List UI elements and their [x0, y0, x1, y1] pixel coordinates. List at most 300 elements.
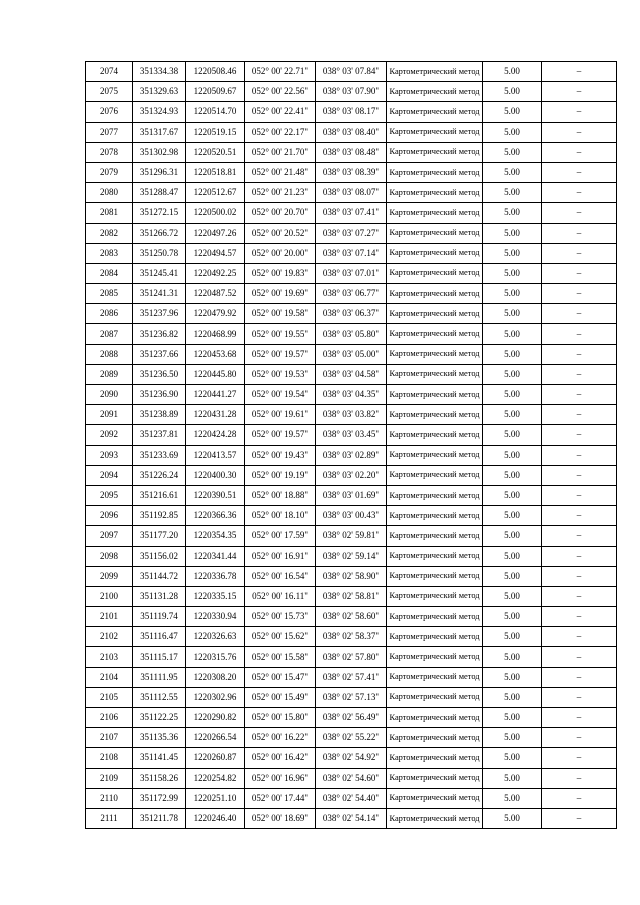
description-cell: – [542, 607, 617, 627]
y-coordinate-cell: 1220500.02 [186, 203, 245, 223]
y-coordinate-cell: 1220302.96 [186, 687, 245, 707]
latitude-cell: 052° 00' 19.61" [245, 405, 316, 425]
method-cell: Картометрический метод [387, 405, 483, 425]
accuracy-cell: 5.00 [483, 728, 542, 748]
accuracy-cell: 5.00 [483, 162, 542, 182]
accuracy-cell: 5.00 [483, 546, 542, 566]
longitude-cell: 038° 03' 07.01" [316, 263, 387, 283]
x-coordinate-cell: 351192.85 [133, 506, 186, 526]
point-number-cell: 2082 [86, 223, 133, 243]
description-cell: – [542, 708, 617, 728]
description-cell: – [542, 728, 617, 748]
method-cell: Картометрический метод [387, 506, 483, 526]
y-coordinate-cell: 1220424.28 [186, 425, 245, 445]
description-cell: – [542, 405, 617, 425]
table-row [86, 687, 617, 707]
latitude-cell: 052° 00' 19.58" [245, 304, 316, 324]
x-coordinate-cell: 351288.47 [133, 183, 186, 203]
x-coordinate-cell: 351236.82 [133, 324, 186, 344]
point-number-cell: 2075 [86, 82, 133, 102]
point-number-cell: 2108 [86, 748, 133, 768]
accuracy-cell: 5.00 [483, 708, 542, 728]
point-number-cell: 2081 [86, 203, 133, 223]
point-number-cell: 2086 [86, 304, 133, 324]
description-cell: – [542, 687, 617, 707]
x-coordinate-cell: 351236.50 [133, 364, 186, 384]
longitude-cell: 038° 03' 03.82" [316, 405, 387, 425]
x-coordinate-cell: 351266.72 [133, 223, 186, 243]
accuracy-cell: 5.00 [483, 485, 542, 505]
latitude-cell: 052° 00' 15.47" [245, 667, 316, 687]
point-number-cell: 2103 [86, 647, 133, 667]
x-coordinate-cell: 351245.41 [133, 263, 186, 283]
description-cell: – [542, 304, 617, 324]
longitude-cell: 038° 02' 57.13" [316, 687, 387, 707]
longitude-cell: 038° 03' 07.84" [316, 62, 387, 82]
point-number-cell: 2098 [86, 546, 133, 566]
y-coordinate-cell: 1220254.82 [186, 768, 245, 788]
point-number-cell: 2096 [86, 506, 133, 526]
y-coordinate-cell: 1220260.87 [186, 748, 245, 768]
point-number-cell: 2104 [86, 667, 133, 687]
x-coordinate-cell: 351119.74 [133, 607, 186, 627]
longitude-cell: 038° 03' 08.07" [316, 183, 387, 203]
method-cell: Картометрический метод [387, 445, 483, 465]
x-coordinate-cell: 351115.17 [133, 647, 186, 667]
y-coordinate-cell: 1220514.70 [186, 102, 245, 122]
description-cell: – [542, 768, 617, 788]
longitude-cell: 038° 02' 54.60" [316, 768, 387, 788]
accuracy-cell: 5.00 [483, 364, 542, 384]
latitude-cell: 052° 00' 16.11" [245, 586, 316, 606]
latitude-cell: 052° 00' 16.22" [245, 728, 316, 748]
y-coordinate-cell: 1220290.82 [186, 708, 245, 728]
longitude-cell: 038° 03' 07.27" [316, 223, 387, 243]
method-cell: Картометрический метод [387, 142, 483, 162]
description-cell: – [542, 223, 617, 243]
x-coordinate-cell: 351177.20 [133, 526, 186, 546]
point-number-cell: 2102 [86, 627, 133, 647]
table-row [86, 708, 617, 728]
y-coordinate-cell: 1220336.78 [186, 566, 245, 586]
latitude-cell: 052° 00' 16.54" [245, 566, 316, 586]
longitude-cell: 038° 02' 54.40" [316, 788, 387, 808]
description-cell: – [542, 647, 617, 667]
longitude-cell: 038° 02' 56.49" [316, 708, 387, 728]
description-cell: – [542, 788, 617, 808]
point-number-cell: 2100 [86, 586, 133, 606]
y-coordinate-cell: 1220487.52 [186, 284, 245, 304]
x-coordinate-cell: 351237.96 [133, 304, 186, 324]
point-number-cell: 2084 [86, 263, 133, 283]
method-cell: Картометрический метод [387, 546, 483, 566]
longitude-cell: 038° 02' 54.92" [316, 748, 387, 768]
table-body [86, 62, 617, 829]
point-number-cell: 2080 [86, 183, 133, 203]
y-coordinate-cell: 1220519.15 [186, 122, 245, 142]
description-cell: – [542, 445, 617, 465]
accuracy-cell: 5.00 [483, 526, 542, 546]
y-coordinate-cell: 1220335.15 [186, 586, 245, 606]
method-cell: Картометрический метод [387, 324, 483, 344]
latitude-cell: 052° 00' 17.44" [245, 788, 316, 808]
accuracy-cell: 5.00 [483, 344, 542, 364]
description-cell: – [542, 748, 617, 768]
method-cell: Картометрический метод [387, 304, 483, 324]
y-coordinate-cell: 1220246.40 [186, 808, 245, 828]
method-cell: Картометрический метод [387, 203, 483, 223]
accuracy-cell: 5.00 [483, 768, 542, 788]
method-cell: Картометрический метод [387, 485, 483, 505]
method-cell: Картометрический метод [387, 808, 483, 828]
method-cell: Картометрический метод [387, 586, 483, 606]
latitude-cell: 052° 00' 20.52" [245, 223, 316, 243]
description-cell: – [542, 485, 617, 505]
latitude-cell: 052° 00' 15.62" [245, 627, 316, 647]
description-cell: – [542, 203, 617, 223]
point-number-cell: 2110 [86, 788, 133, 808]
longitude-cell: 038° 03' 06.37" [316, 304, 387, 324]
y-coordinate-cell: 1220326.63 [186, 627, 245, 647]
longitude-cell: 038° 03' 03.45" [316, 425, 387, 445]
method-cell: Картометрический метод [387, 122, 483, 142]
table-row [86, 667, 617, 687]
description-cell: – [542, 82, 617, 102]
description-cell: – [542, 425, 617, 445]
latitude-cell: 052° 00' 21.48" [245, 162, 316, 182]
table-row [86, 243, 617, 263]
accuracy-cell: 5.00 [483, 808, 542, 828]
method-cell: Картометрический метод [387, 82, 483, 102]
y-coordinate-cell: 1220431.28 [186, 405, 245, 425]
method-cell: Картометрический метод [387, 526, 483, 546]
point-number-cell: 2074 [86, 62, 133, 82]
method-cell: Картометрический метод [387, 647, 483, 667]
accuracy-cell: 5.00 [483, 586, 542, 606]
longitude-cell: 038° 03' 07.14" [316, 243, 387, 263]
latitude-cell: 052° 00' 21.23" [245, 183, 316, 203]
point-number-cell: 2085 [86, 284, 133, 304]
y-coordinate-cell: 1220400.30 [186, 465, 245, 485]
accuracy-cell: 5.00 [483, 203, 542, 223]
table-row [86, 344, 617, 364]
description-cell: – [542, 667, 617, 687]
accuracy-cell: 5.00 [483, 425, 542, 445]
point-number-cell: 2089 [86, 364, 133, 384]
table-row [86, 324, 617, 344]
y-coordinate-cell: 1220341.44 [186, 546, 245, 566]
accuracy-cell: 5.00 [483, 82, 542, 102]
method-cell: Картометрический метод [387, 708, 483, 728]
method-cell: Картометрический метод [387, 788, 483, 808]
accuracy-cell: 5.00 [483, 223, 542, 243]
y-coordinate-cell: 1220509.67 [186, 82, 245, 102]
x-coordinate-cell: 351236.90 [133, 385, 186, 405]
longitude-cell: 038° 03' 04.58" [316, 364, 387, 384]
x-coordinate-cell: 351135.36 [133, 728, 186, 748]
latitude-cell: 052° 00' 19.57" [245, 425, 316, 445]
x-coordinate-cell: 351324.93 [133, 102, 186, 122]
longitude-cell: 038° 03' 07.90" [316, 82, 387, 102]
latitude-cell: 052° 00' 20.00" [245, 243, 316, 263]
method-cell: Картометрический метод [387, 62, 483, 82]
y-coordinate-cell: 1220308.20 [186, 667, 245, 687]
x-coordinate-cell: 351122.25 [133, 708, 186, 728]
point-number-cell: 2076 [86, 102, 133, 122]
accuracy-cell: 5.00 [483, 506, 542, 526]
longitude-cell: 038° 03' 08.40" [316, 122, 387, 142]
description-cell: – [542, 62, 617, 82]
latitude-cell: 052° 00' 19.19" [245, 465, 316, 485]
point-number-cell: 2077 [86, 122, 133, 142]
y-coordinate-cell: 1220518.81 [186, 162, 245, 182]
y-coordinate-cell: 1220354.35 [186, 526, 245, 546]
point-number-cell: 2091 [86, 405, 133, 425]
x-coordinate-cell: 351131.28 [133, 586, 186, 606]
y-coordinate-cell: 1220445.80 [186, 364, 245, 384]
latitude-cell: 052° 00' 20.70" [245, 203, 316, 223]
table-row [86, 485, 617, 505]
x-coordinate-cell: 351141.45 [133, 748, 186, 768]
method-cell: Картометрический метод [387, 223, 483, 243]
latitude-cell: 052° 00' 22.56" [245, 82, 316, 102]
y-coordinate-cell: 1220479.92 [186, 304, 245, 324]
table-row [86, 808, 617, 828]
method-cell: Картометрический метод [387, 284, 483, 304]
latitude-cell: 052° 00' 15.58" [245, 647, 316, 667]
table-row [86, 284, 617, 304]
longitude-cell: 038° 02' 58.60" [316, 607, 387, 627]
description-cell: – [542, 364, 617, 384]
accuracy-cell: 5.00 [483, 243, 542, 263]
accuracy-cell: 5.00 [483, 324, 542, 344]
table-row [86, 425, 617, 445]
latitude-cell: 052° 00' 22.71" [245, 62, 316, 82]
longitude-cell: 038° 03' 01.69" [316, 485, 387, 505]
point-number-cell: 2101 [86, 607, 133, 627]
table-row [86, 768, 617, 788]
y-coordinate-cell: 1220390.51 [186, 485, 245, 505]
point-number-cell: 2099 [86, 566, 133, 586]
y-coordinate-cell: 1220453.68 [186, 344, 245, 364]
method-cell: Картометрический метод [387, 607, 483, 627]
description-cell: – [542, 243, 617, 263]
description-cell: – [542, 546, 617, 566]
point-number-cell: 2111 [86, 808, 133, 828]
table-row [86, 183, 617, 203]
accuracy-cell: 5.00 [483, 607, 542, 627]
method-cell: Картометрический метод [387, 263, 483, 283]
longitude-cell: 038° 02' 57.80" [316, 647, 387, 667]
accuracy-cell: 5.00 [483, 788, 542, 808]
longitude-cell: 038° 03' 02.20" [316, 465, 387, 485]
x-coordinate-cell: 351237.81 [133, 425, 186, 445]
x-coordinate-cell: 351241.31 [133, 284, 186, 304]
latitude-cell: 052° 00' 18.69" [245, 808, 316, 828]
longitude-cell: 038° 03' 05.00" [316, 344, 387, 364]
table-row [86, 405, 617, 425]
latitude-cell: 052° 00' 22.41" [245, 102, 316, 122]
accuracy-cell: 5.00 [483, 748, 542, 768]
description-cell: – [542, 344, 617, 364]
description-cell: – [542, 385, 617, 405]
table-row [86, 162, 617, 182]
accuracy-cell: 5.00 [483, 183, 542, 203]
y-coordinate-cell: 1220497.26 [186, 223, 245, 243]
table-row [86, 445, 617, 465]
y-coordinate-cell: 1220330.94 [186, 607, 245, 627]
accuracy-cell: 5.00 [483, 385, 542, 405]
x-coordinate-cell: 351238.89 [133, 405, 186, 425]
longitude-cell: 038° 02' 58.81" [316, 586, 387, 606]
point-number-cell: 2107 [86, 728, 133, 748]
longitude-cell: 038° 02' 58.90" [316, 566, 387, 586]
method-cell: Картометрический метод [387, 183, 483, 203]
y-coordinate-cell: 1220315.76 [186, 647, 245, 667]
table-row [86, 142, 617, 162]
table-row [86, 566, 617, 586]
description-cell: – [542, 324, 617, 344]
y-coordinate-cell: 1220468.99 [186, 324, 245, 344]
accuracy-cell: 5.00 [483, 122, 542, 142]
point-number-cell: 2087 [86, 324, 133, 344]
latitude-cell: 052° 00' 22.17" [245, 122, 316, 142]
x-coordinate-cell: 351211.78 [133, 808, 186, 828]
table-row [86, 385, 617, 405]
accuracy-cell: 5.00 [483, 647, 542, 667]
method-cell: Картометрический метод [387, 748, 483, 768]
y-coordinate-cell: 1220413.57 [186, 445, 245, 465]
description-cell: – [542, 142, 617, 162]
accuracy-cell: 5.00 [483, 627, 542, 647]
latitude-cell: 052° 00' 17.59" [245, 526, 316, 546]
method-cell: Картометрический метод [387, 768, 483, 788]
longitude-cell: 038° 03' 02.89" [316, 445, 387, 465]
latitude-cell: 052° 00' 19.55" [245, 324, 316, 344]
longitude-cell: 038° 02' 54.14" [316, 808, 387, 828]
y-coordinate-cell: 1220512.67 [186, 183, 245, 203]
x-coordinate-cell: 351226.24 [133, 465, 186, 485]
table-row [86, 122, 617, 142]
accuracy-cell: 5.00 [483, 667, 542, 687]
description-cell: – [542, 284, 617, 304]
description-cell: – [542, 586, 617, 606]
table-row [86, 203, 617, 223]
longitude-cell: 038° 03' 07.41" [316, 203, 387, 223]
description-cell: – [542, 465, 617, 485]
method-cell: Картометрический метод [387, 425, 483, 445]
accuracy-cell: 5.00 [483, 62, 542, 82]
table-row [86, 647, 617, 667]
longitude-cell: 038° 03' 08.17" [316, 102, 387, 122]
latitude-cell: 052° 00' 18.10" [245, 506, 316, 526]
longitude-cell: 038° 02' 59.81" [316, 526, 387, 546]
latitude-cell: 052° 00' 15.49" [245, 687, 316, 707]
x-coordinate-cell: 351116.47 [133, 627, 186, 647]
method-cell: Картометрический метод [387, 667, 483, 687]
table-row [86, 627, 617, 647]
accuracy-cell: 5.00 [483, 465, 542, 485]
table-row [86, 728, 617, 748]
x-coordinate-cell: 351156.02 [133, 546, 186, 566]
x-coordinate-cell: 351112.55 [133, 687, 186, 707]
x-coordinate-cell: 351144.72 [133, 566, 186, 586]
y-coordinate-cell: 1220366.36 [186, 506, 245, 526]
y-coordinate-cell: 1220520.51 [186, 142, 245, 162]
method-cell: Картометрический метод [387, 243, 483, 263]
longitude-cell: 038° 03' 08.48" [316, 142, 387, 162]
x-coordinate-cell: 351296.31 [133, 162, 186, 182]
point-number-cell: 2109 [86, 768, 133, 788]
longitude-cell: 038° 03' 08.39" [316, 162, 387, 182]
table-row [86, 546, 617, 566]
method-cell: Картометрический метод [387, 687, 483, 707]
x-coordinate-cell: 351111.95 [133, 667, 186, 687]
latitude-cell: 052° 00' 16.91" [245, 546, 316, 566]
description-cell: – [542, 627, 617, 647]
accuracy-cell: 5.00 [483, 263, 542, 283]
table-row [86, 263, 617, 283]
x-coordinate-cell: 351172.99 [133, 788, 186, 808]
method-cell: Картометрический метод [387, 344, 483, 364]
table-row [86, 465, 617, 485]
latitude-cell: 052° 00' 19.57" [245, 344, 316, 364]
accuracy-cell: 5.00 [483, 142, 542, 162]
table-row [86, 788, 617, 808]
latitude-cell: 052° 00' 16.42" [245, 748, 316, 768]
method-cell: Картометрический метод [387, 102, 483, 122]
latitude-cell: 052° 00' 19.53" [245, 364, 316, 384]
x-coordinate-cell: 351158.26 [133, 768, 186, 788]
longitude-cell: 038° 02' 57.41" [316, 667, 387, 687]
table-row [86, 82, 617, 102]
y-coordinate-cell: 1220508.46 [186, 62, 245, 82]
longitude-cell: 038° 02' 59.14" [316, 546, 387, 566]
y-coordinate-cell: 1220251.10 [186, 788, 245, 808]
point-number-cell: 2093 [86, 445, 133, 465]
longitude-cell: 038° 03' 05.80" [316, 324, 387, 344]
point-number-cell: 2094 [86, 465, 133, 485]
latitude-cell: 052° 00' 19.69" [245, 284, 316, 304]
point-number-cell: 2092 [86, 425, 133, 445]
longitude-cell: 038° 02' 58.37" [316, 627, 387, 647]
y-coordinate-cell: 1220266.54 [186, 728, 245, 748]
method-cell: Картометрический метод [387, 385, 483, 405]
description-cell: – [542, 526, 617, 546]
latitude-cell: 052° 00' 15.80" [245, 708, 316, 728]
longitude-cell: 038° 03' 04.35" [316, 385, 387, 405]
longitude-cell: 038° 03' 00.43" [316, 506, 387, 526]
table-row [86, 304, 617, 324]
method-cell: Картометрический метод [387, 728, 483, 748]
accuracy-cell: 5.00 [483, 284, 542, 304]
y-coordinate-cell: 1220492.25 [186, 263, 245, 283]
coordinates-table [85, 61, 617, 829]
accuracy-cell: 5.00 [483, 687, 542, 707]
x-coordinate-cell: 351329.63 [133, 82, 186, 102]
description-cell: – [542, 566, 617, 586]
table-row [86, 364, 617, 384]
x-coordinate-cell: 351272.15 [133, 203, 186, 223]
accuracy-cell: 5.00 [483, 304, 542, 324]
point-number-cell: 2088 [86, 344, 133, 364]
table-row [86, 748, 617, 768]
point-number-cell: 2105 [86, 687, 133, 707]
description-cell: – [542, 808, 617, 828]
table-row [86, 526, 617, 546]
x-coordinate-cell: 351317.67 [133, 122, 186, 142]
method-cell: Картометрический метод [387, 162, 483, 182]
